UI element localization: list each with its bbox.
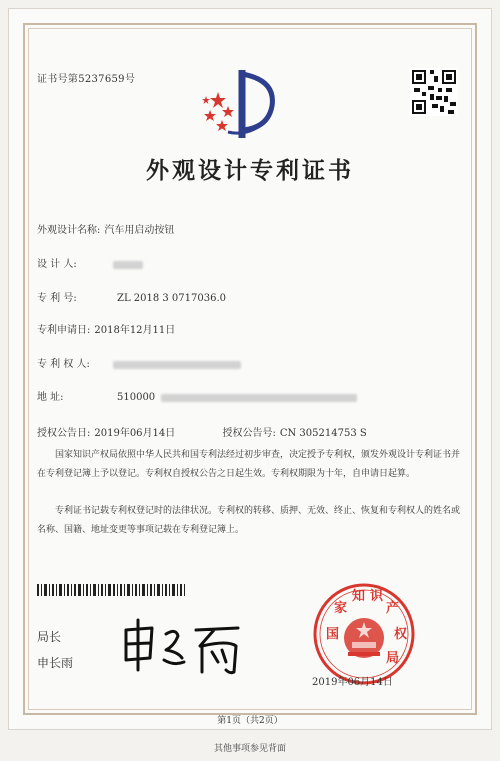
address-row [37, 388, 357, 403]
svg-text:权: 权 [394, 627, 408, 642]
signature-icon [118, 616, 248, 676]
address-label: 地 址: [37, 392, 64, 403]
redacted-designer [113, 261, 143, 269]
grant-number-value: CN 305214753 S [279, 428, 367, 439]
grant-statement-paragraph: 国家知识产权局依照中华人民共和国专利法经过初步审查，决定授予专利权，颁发外观设计专利证书并在专利登记簿上予以登记。专利权自授权公告之日起生效。专利权期限为十年，自申请日起算。 [37, 450, 461, 479]
patent-number-value: ZL 2018 3 0717036.0 [117, 293, 227, 304]
svg-text:国: 国 [326, 627, 340, 642]
grant-date-value: 2019年06月14日 [94, 428, 176, 439]
patent-number-row [37, 289, 226, 304]
svg-text:局: 局 [386, 651, 400, 666]
address-value: 510000 [117, 392, 156, 403]
grant-date-label: 授权公告日: [37, 428, 91, 439]
barcode-icon [37, 584, 185, 596]
designer-label: 设 计 人: [37, 259, 77, 270]
svg-text:知: 知 [352, 589, 366, 604]
signatory-title: 局长 [37, 630, 62, 644]
legal-status-paragraph: 专利证书记载专利权登记时的法律状况。专利权的转移、质押、无效、终止、恢复和专利权人的姓名或名称、国籍、地址变更等事项记载在专利登记簿上。 [37, 506, 461, 535]
design-name-row [37, 221, 174, 236]
design-name-value: 汽车用启动按钮 [104, 225, 175, 236]
designer-row [37, 255, 143, 270]
signatory-name: 申长雨 [37, 656, 74, 670]
design-name-label: 外观设计名称: [37, 225, 101, 236]
filing-date-row [37, 321, 175, 336]
patentee-label: 专 利 权 人: [37, 359, 90, 370]
svg-text:识: 识 [370, 589, 384, 604]
cnipa-logo-icon [198, 66, 278, 142]
grant-row [37, 424, 367, 439]
back-notice: 其他事项参见背面 [213, 744, 286, 754]
svg-text:产: 产 [386, 601, 400, 616]
filing-date-value: 2018年12月11日 [94, 325, 176, 336]
page-indicator: 第1页（共2页） [217, 716, 283, 726]
grant-number-label: 授权公告号: [222, 428, 276, 439]
redacted-patentee [113, 361, 241, 369]
certificate-number: 证书号第5237659号 [37, 74, 136, 85]
redacted-address [161, 394, 357, 402]
filing-date-label: 专利申请日: [37, 325, 91, 336]
patentee-row [37, 355, 241, 370]
certificate-title: 外观设计专利证书 [146, 157, 354, 184]
seal-date: 2019年06月14日 [312, 677, 393, 688]
official-seal-icon [312, 582, 416, 686]
qr-code-icon [410, 68, 458, 116]
patent-number-label: 专 利 号: [37, 293, 77, 304]
svg-text:家: 家 [334, 601, 348, 616]
